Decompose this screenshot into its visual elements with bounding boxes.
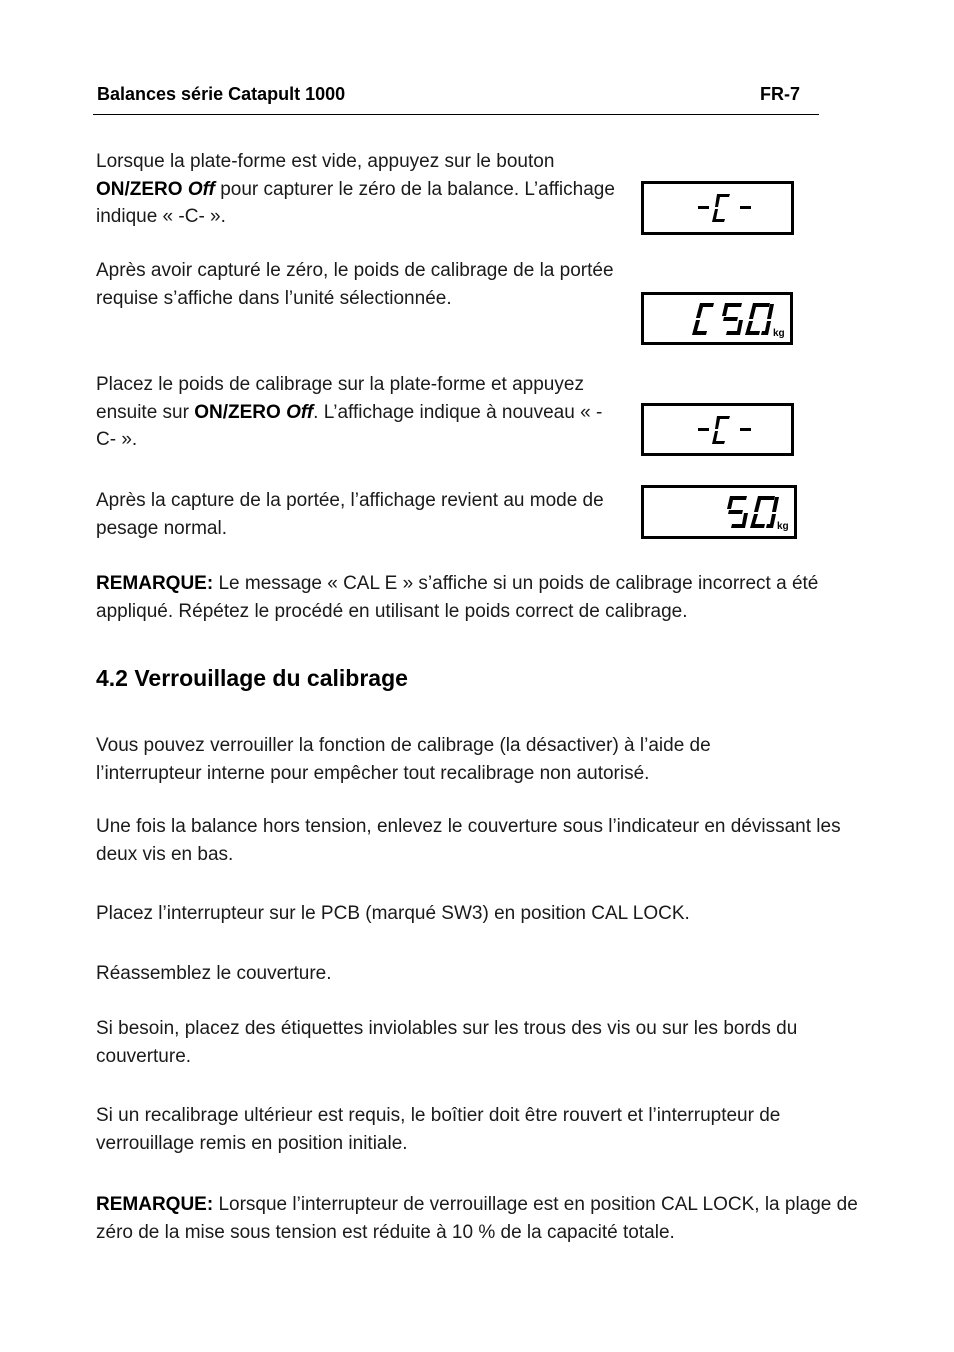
- section-paragraph: Une fois la balance hors tension, enlevez le couverture sous l’indicateur en dévissant les deux vis en bas.: [96, 816, 841, 865]
- lcd-segments-c-zero: [644, 184, 791, 232]
- key-off: Off: [286, 401, 314, 423]
- section-paragraph: Si un recalibrage ultérieur est requis, le boîtier doit être rouvert et l’interrupteur de verrouillage remis en position initiale.: [96, 1105, 781, 1154]
- section-paragraph: Réassemblez le couverture.: [96, 963, 332, 984]
- document-title: Balances série Catapult 1000: [97, 84, 346, 104]
- section-paragraph: Si besoin, placez des étiquettes inviolables sur les trous des vis ou sur les bords du couverture.: [96, 1018, 798, 1067]
- note-2: [96, 1191, 866, 1246]
- step-3-pre: Placez le poids de calibrage sur la plate-forme et appuyez ensuite sur: [96, 374, 584, 423]
- lcd-unit-kg: kg: [777, 521, 789, 532]
- lcd-segments-50: [644, 488, 794, 536]
- key-on-zero: ON/ZERO: [194, 401, 281, 423]
- step-4-text: Après la capture de la portée, l’affichage revient au mode de pesage normal.: [96, 490, 604, 539]
- section-paragraph: Placez l’interrupteur sur le PCB (marqué SW3) en position CAL LOCK.: [96, 903, 690, 924]
- step-1-pre: Lorsque la plate-forme est vide, appuyez sur le bouton: [96, 151, 555, 172]
- step-1-post: pour capturer le zéro de la balance. L’affichage indique « -C- ».: [96, 178, 615, 227]
- step-3-post: . L’affichage indique à nouveau « -C- ».: [96, 401, 603, 450]
- header-rule: [93, 114, 819, 115]
- key-off: Off: [187, 178, 215, 200]
- lcd-segments-c-zero: [644, 406, 791, 453]
- section-paragraph: Vous pouvez verrouiller la fonction de calibrage (la désactiver) à l’aide de l’interrupteur interne pour empêcher tout recalibrage non autorisé.: [96, 735, 711, 784]
- page-number: FR-7: [760, 84, 800, 104]
- step-3-text: [96, 371, 611, 454]
- lcd-display-4: [641, 485, 797, 539]
- lcd-unit-kg: kg: [773, 328, 785, 339]
- section-title: 4.2 Verrouillage du calibrage: [96, 665, 408, 691]
- lcd-segments-c50: [644, 295, 790, 342]
- key-on-zero: ON/ZERO: [96, 178, 183, 200]
- note-1-label: REMARQUE:: [96, 573, 214, 594]
- note-1-text: Le message « CAL E » s’affiche si un poids de calibrage incorrect a été appliqué. Répétez le procédé en utilisant le poids correct de calibrage.: [96, 573, 819, 622]
- note-1: [96, 570, 866, 625]
- lcd-display-2: [641, 292, 793, 345]
- lcd-display-1: [641, 181, 794, 235]
- lcd-display-3: [641, 403, 794, 456]
- note-2-label: REMARQUE:: [96, 1194, 214, 1215]
- step-2-text: Après avoir capturé le zéro, le poids de calibrage de la portée requise s’affiche dans l’unité sélectionnée.: [96, 260, 614, 309]
- note-2-text: Lorsque l’interrupteur de verrouillage est en position CAL LOCK, la plage de zéro de la mise sous tension est réduite à 10 % de la capacité totale.: [96, 1194, 858, 1243]
- step-1-text: [96, 148, 616, 231]
